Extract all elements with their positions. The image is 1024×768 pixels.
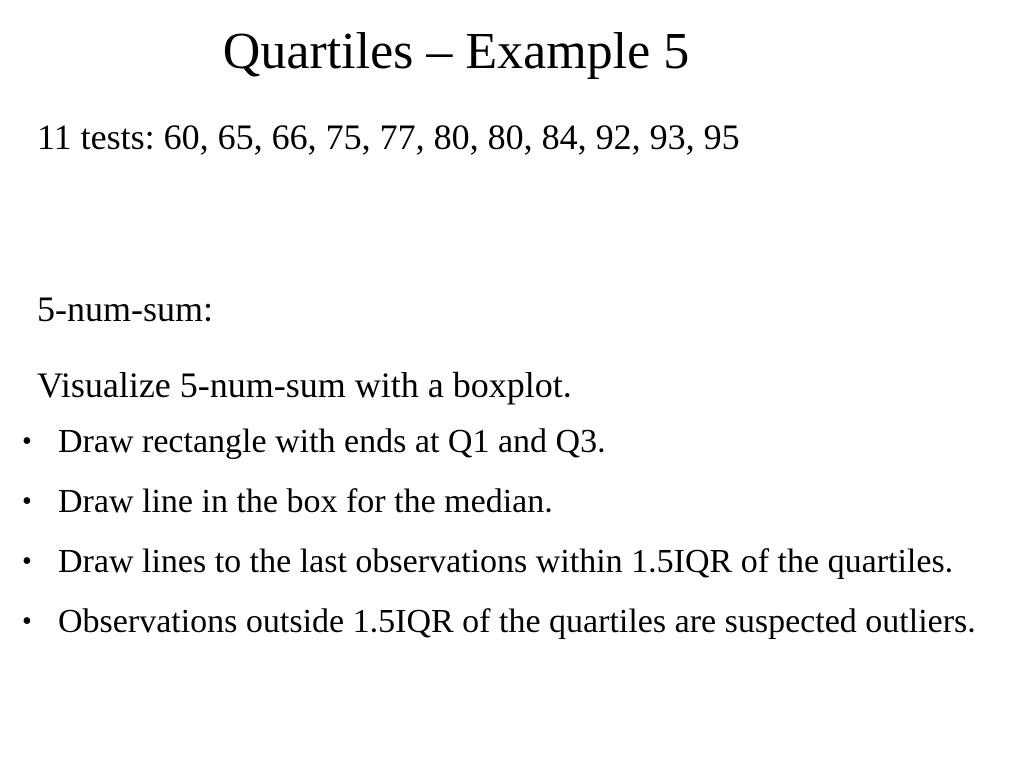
bullet-text: Observations outside 1.5IQR of the quartiles are suspected outliers. — [58, 603, 976, 640]
boxplot-steps-list — [18, 420, 1008, 644]
slide-title: Quartiles – Example 5 — [222, 23, 690, 80]
bullet-text: Draw lines to the last observations within 1.5IQR of the quartiles. — [58, 543, 954, 580]
bullet-item — [18, 540, 1008, 584]
bullet-icon: • — [22, 426, 32, 457]
bullet-icon: • — [22, 486, 32, 517]
test-scores-line: 11 tests: 60, 65, 66, 75, 77, 80, 80, 84, 92, 93, 95 — [37, 117, 740, 157]
visualize-instruction: Visualize 5-num-sum with a boxplot. — [37, 365, 572, 405]
bullet-text: Draw rectangle with ends at Q1 and Q3. — [58, 423, 606, 460]
bullet-item — [18, 600, 1008, 644]
bullet-icon: • — [22, 606, 32, 637]
bullet-icon: • — [22, 546, 32, 577]
five-number-summary-label: 5-num-sum: — [37, 289, 213, 329]
bullet-item — [18, 480, 1008, 524]
bullet-text: Draw line in the box for the median. — [58, 483, 553, 520]
bullet-item — [18, 420, 1008, 464]
